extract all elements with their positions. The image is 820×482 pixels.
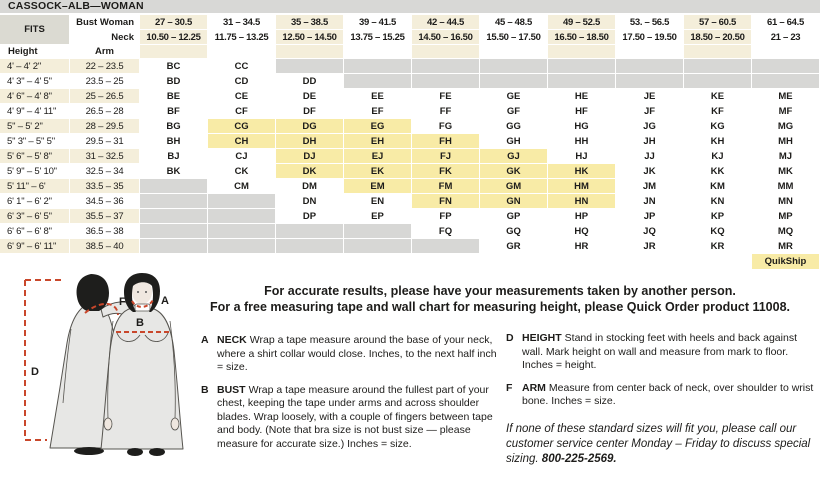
instruction-text: Stand in stocking feet with heels and back against wall. Mark height on wall and measure from mark to floor. Inches = height.: [522, 332, 797, 371]
size-code-cell: EG: [344, 119, 412, 134]
size-code-cell: DP: [276, 209, 344, 224]
instruction-term: BUST: [217, 383, 246, 396]
footer-spacer-cell: [344, 254, 412, 270]
arm-range-cell: 38.5 – 40: [70, 239, 140, 254]
size-code-cell: KQ: [684, 224, 752, 239]
size-code-cell: CJ: [208, 149, 276, 164]
neck-measure-label: A: [161, 295, 169, 307]
bust-range-header: 57 – 60.5: [684, 15, 752, 30]
header-spacer-cell: [412, 45, 480, 59]
no-size-cell: [412, 59, 480, 74]
neck-range-header: 18.50 – 20.50: [684, 30, 752, 45]
size-code-cell: KR: [684, 239, 752, 254]
size-code-cell: KH: [684, 134, 752, 149]
size-code-cell: DJ: [276, 149, 344, 164]
size-code-cell: EH: [344, 134, 412, 149]
size-code-cell: HN: [548, 194, 616, 209]
size-code-cell: DG: [276, 119, 344, 134]
instruction-letter: A: [201, 334, 209, 346]
size-code-cell: FE: [412, 89, 480, 104]
arm-range-cell: 36.5 – 38: [70, 224, 140, 239]
footer-spacer-cell: [140, 254, 208, 270]
size-code-cell: EE: [344, 89, 412, 104]
arm-range-cell: 25 – 26.5: [70, 89, 140, 104]
special-sizing-note: [506, 422, 814, 467]
size-code-cell: JE: [616, 89, 684, 104]
size-code-cell: EK: [344, 164, 412, 179]
size-code-cell: GM: [480, 179, 548, 194]
header-spacer-cell: [276, 45, 344, 59]
height-range-cell: 4' 9" – 4' 11": [0, 104, 70, 119]
size-code-cell: CF: [208, 104, 276, 119]
size-code-cell: BK: [140, 164, 208, 179]
height-range-cell: 6' 9" – 6' 11": [0, 239, 70, 254]
footer-spacer-cell: [616, 254, 684, 270]
neck-range-header: 15.50 – 17.50: [480, 30, 548, 45]
footer-spacer-cell: [412, 254, 480, 270]
size-code-cell: KP: [684, 209, 752, 224]
instruction-term: NECK: [217, 334, 247, 346]
instruction-body: [522, 382, 814, 409]
size-code-cell: DH: [276, 134, 344, 149]
size-code-cell: BG: [140, 119, 208, 134]
arm-range-cell: 33.5 – 35: [70, 179, 140, 194]
size-code-cell: HK: [548, 164, 616, 179]
neck-range-header: 13.75 – 15.25: [344, 30, 412, 45]
header-spacer-cell: [616, 45, 684, 59]
phone-number: 800-225-2569.: [541, 452, 617, 465]
size-code-cell: HM: [548, 179, 616, 194]
measurement-figures: [5, 271, 200, 481]
size-code-cell: GE: [480, 89, 548, 104]
instruction-text: Wrap a tape measure around the base of your neck, where a shirt collar would close. Inches, to the next half inch = size.: [217, 334, 497, 373]
size-code-cell: KJ: [684, 149, 752, 164]
size-code-cell: GP: [480, 209, 548, 224]
no-size-cell: [140, 194, 208, 209]
no-size-cell: [276, 224, 344, 239]
height-range-cell: 5" 3" – 5" 5": [0, 134, 70, 149]
size-code-cell: HJ: [548, 149, 616, 164]
size-code-cell: HF: [548, 104, 616, 119]
size-code-cell: DD: [276, 74, 344, 89]
size-code-cell: JJ: [616, 149, 684, 164]
instruction-term: HEIGHT: [522, 332, 562, 344]
height-range-cell: 6' 6" – 6' 8": [0, 224, 70, 239]
size-code-cell: DN: [276, 194, 344, 209]
header-spacer-cell: [752, 45, 820, 59]
neck-range-header: 11.75 – 13.25: [208, 30, 276, 45]
no-size-cell: [208, 194, 276, 209]
instruction-term: ARM: [522, 381, 546, 394]
measuring-intro: [185, 283, 815, 315]
instruction-neck: [201, 334, 501, 375]
height-range-cell: 4' 3" – 4' 5": [0, 74, 70, 89]
intro-line-1: For accurate results, please have your measurements taken by another person.: [264, 284, 736, 298]
size-code-cell: GF: [480, 104, 548, 119]
size-code-cell: HQ: [548, 224, 616, 239]
chart-title: CASSOCK–ALB—WOMAN: [0, 0, 820, 13]
no-size-cell: [208, 224, 276, 239]
size-code-cell: JM: [616, 179, 684, 194]
instructions-right-column: [506, 332, 814, 467]
arm-range-cell: 23.5 – 25: [70, 74, 140, 89]
footer-spacer-cell: [70, 254, 140, 270]
arm-range-cell: 32.5 – 34: [70, 164, 140, 179]
size-code-cell: JN: [616, 194, 684, 209]
size-code-cell: HE: [548, 89, 616, 104]
no-size-cell: [208, 209, 276, 224]
no-size-cell: [344, 59, 412, 74]
size-code-cell: CC: [208, 59, 276, 74]
no-size-cell: [140, 209, 208, 224]
size-code-cell: KK: [684, 164, 752, 179]
no-size-cell: [480, 59, 548, 74]
header-spacer-cell: [344, 45, 412, 59]
height-range-cell: 5' 9" – 5' 10": [0, 164, 70, 179]
instruction-body: [217, 334, 501, 375]
no-size-cell: [684, 59, 752, 74]
intro-line-2: For a free measuring tape and wall chart for measuring height, please Quick Order product 11008.: [209, 300, 791, 314]
size-code-cell: MH: [752, 134, 820, 149]
neck-range-header: 21 – 23: [752, 30, 820, 45]
back-figure-hair: [77, 274, 109, 311]
size-code-cell: BJ: [140, 149, 208, 164]
size-code-cell: GJ: [480, 149, 548, 164]
header-spacer-cell: [208, 45, 276, 59]
no-size-cell: [480, 74, 548, 89]
size-code-cell: GG: [480, 119, 548, 134]
header-spacer-cell: [548, 45, 616, 59]
bust-measure-label: B: [136, 317, 144, 329]
height-col-header: Height: [0, 45, 70, 59]
no-size-cell: [412, 239, 480, 254]
no-size-cell: [344, 224, 412, 239]
bust-range-header: 31 – 34.5: [208, 15, 276, 30]
size-code-cell: FH: [412, 134, 480, 149]
size-code-cell: JG: [616, 119, 684, 134]
size-code-cell: BC: [140, 59, 208, 74]
size-code-cell: MK: [752, 164, 820, 179]
size-code-cell: CE: [208, 89, 276, 104]
no-size-cell: [140, 239, 208, 254]
header-spacer-cell: [140, 45, 208, 59]
no-size-cell: [344, 74, 412, 89]
bust-range-header: 49 – 52.5: [548, 15, 616, 30]
size-code-cell: FQ: [412, 224, 480, 239]
neck-range-header: 10.50 – 12.25: [140, 30, 208, 45]
no-size-cell: [616, 74, 684, 89]
fits-label: FITS: [0, 15, 70, 45]
size-code-cell: DM: [276, 179, 344, 194]
instruction-letter: D: [506, 332, 514, 344]
size-code-cell: EP: [344, 209, 412, 224]
neck-range-header: 14.50 – 16.50: [412, 30, 480, 45]
no-size-cell: [548, 59, 616, 74]
size-code-cell: JH: [616, 134, 684, 149]
size-code-cell: JK: [616, 164, 684, 179]
footer-spacer-cell: [208, 254, 276, 270]
quikship-badge: QuikShip: [752, 254, 820, 270]
size-code-cell: GR: [480, 239, 548, 254]
size-code-cell: HH: [548, 134, 616, 149]
instruction-letter: F: [506, 381, 513, 394]
bust-range-header: 39 – 41.5: [344, 15, 412, 30]
size-code-cell: JQ: [616, 224, 684, 239]
height-range-cell: 5" – 5' 2": [0, 119, 70, 134]
size-code-cell: FN: [412, 194, 480, 209]
size-code-cell: FK: [412, 164, 480, 179]
instruction-body: [522, 332, 814, 373]
size-code-cell: DF: [276, 104, 344, 119]
size-code-cell: KF: [684, 104, 752, 119]
size-code-cell: FP: [412, 209, 480, 224]
bust-range-header: 42 – 44.5: [412, 15, 480, 30]
size-code-cell: GN: [480, 194, 548, 209]
height-range-cell: 4' – 4' 2": [0, 59, 70, 74]
size-code-cell: CH: [208, 134, 276, 149]
size-code-cell: FJ: [412, 149, 480, 164]
footer-spacer-cell: [684, 254, 752, 270]
instruction-body: [217, 384, 501, 452]
header-spacer-cell: [684, 45, 752, 59]
arm-range-cell: 28 – 29.5: [70, 119, 140, 134]
size-code-cell: CD: [208, 74, 276, 89]
size-table: [0, 15, 820, 270]
arm-col-header: Arm: [70, 45, 140, 59]
instruction-bust: [201, 384, 501, 452]
no-size-cell: [276, 239, 344, 254]
bust-range-header: 45 – 48.5: [480, 15, 548, 30]
size-code-cell: CM: [208, 179, 276, 194]
size-code-cell: ME: [752, 89, 820, 104]
size-code-cell: HG: [548, 119, 616, 134]
no-size-cell: [684, 74, 752, 89]
neck-row-label: Neck: [70, 30, 140, 45]
size-code-cell: GQ: [480, 224, 548, 239]
instructions-left-column: [201, 334, 501, 460]
size-code-cell: MN: [752, 194, 820, 209]
no-size-cell: [140, 224, 208, 239]
size-code-cell: GK: [480, 164, 548, 179]
bust-range-header: 61 – 64.5: [752, 15, 820, 30]
size-code-cell: BH: [140, 134, 208, 149]
height-measure-label: D: [31, 366, 39, 378]
footer-spacer-cell: [0, 254, 70, 270]
size-code-cell: KE: [684, 89, 752, 104]
size-code-cell: EM: [344, 179, 412, 194]
size-code-cell: MR: [752, 239, 820, 254]
size-code-cell: MM: [752, 179, 820, 194]
arm-range-cell: 35.5 – 37: [70, 209, 140, 224]
no-size-cell: [412, 74, 480, 89]
arm-range-cell: 31 – 32.5: [70, 149, 140, 164]
neck-range-header: 12.50 – 14.50: [276, 30, 344, 45]
no-size-cell: [344, 239, 412, 254]
size-code-cell: JR: [616, 239, 684, 254]
size-code-cell: FG: [412, 119, 480, 134]
no-size-cell: [548, 74, 616, 89]
size-code-cell: BF: [140, 104, 208, 119]
arm-range-cell: 34.5 – 36: [70, 194, 140, 209]
arm-range-cell: 29.5 – 31: [70, 134, 140, 149]
height-range-cell: 5' 11" – 6': [0, 179, 70, 194]
footer-spacer-cell: [480, 254, 548, 270]
no-size-cell: [752, 74, 820, 89]
size-code-cell: MG: [752, 119, 820, 134]
size-code-cell: DE: [276, 89, 344, 104]
size-code-cell: BE: [140, 89, 208, 104]
neck-range-header: 16.50 – 18.50: [548, 30, 616, 45]
arm-range-cell: 26.5 – 28: [70, 104, 140, 119]
no-size-cell: [208, 239, 276, 254]
instruction-text: Wrap a tape measure around the fullest part of your chest, keeping the tape under arms and across shoulder blades. Wrap loosely, with a couple of fingers between tape and body. (Note that bra size is not bust size — please measure for accurate size.) Inches = size.: [217, 383, 493, 450]
size-code-cell: KM: [684, 179, 752, 194]
size-code-cell: MJ: [752, 149, 820, 164]
bust-range-header: 27 – 30.5: [140, 15, 208, 30]
arm-measure-label: F: [119, 296, 126, 308]
instruction-arm: [506, 382, 814, 409]
instruction-text: Measure from center back of neck, over shoulder to wrist bone. Inches = size.: [522, 381, 814, 407]
size-code-cell: MF: [752, 104, 820, 119]
bust-range-header: 53. – 56.5: [616, 15, 684, 30]
bust-row-label: Bust Woman: [70, 15, 140, 30]
size-code-cell: EN: [344, 194, 412, 209]
header-spacer-cell: [480, 45, 548, 59]
size-code-cell: DK: [276, 164, 344, 179]
no-size-cell: [616, 59, 684, 74]
note-text: If none of these standard sizes will fit you, please call our customer service center Monday – Friday to discuss special sizing.: [506, 422, 811, 465]
no-size-cell: [752, 59, 820, 74]
size-code-cell: EF: [344, 104, 412, 119]
size-code-cell: BD: [140, 74, 208, 89]
size-code-cell: HP: [548, 209, 616, 224]
footer-spacer-cell: [548, 254, 616, 270]
instruction-height: [506, 332, 814, 373]
height-range-cell: 4' 6" – 4' 8": [0, 89, 70, 104]
size-code-cell: FF: [412, 104, 480, 119]
height-range-cell: 5' 6" – 5' 8": [0, 149, 70, 164]
size-code-cell: FM: [412, 179, 480, 194]
no-size-cell: [140, 179, 208, 194]
size-code-cell: MQ: [752, 224, 820, 239]
height-range-cell: 6' 3" – 6' 5": [0, 209, 70, 224]
size-code-cell: EJ: [344, 149, 412, 164]
size-code-cell: GH: [480, 134, 548, 149]
no-size-cell: [276, 59, 344, 74]
height-range-cell: 6' 1" – 6' 2": [0, 194, 70, 209]
size-code-cell: HR: [548, 239, 616, 254]
instruction-letter: B: [201, 383, 209, 396]
arm-range-cell: 22 – 23.5: [70, 59, 140, 74]
size-code-cell: CK: [208, 164, 276, 179]
front-view-figure: [101, 273, 183, 456]
size-code-cell: JP: [616, 209, 684, 224]
footer-spacer-cell: [276, 254, 344, 270]
size-code-cell: MP: [752, 209, 820, 224]
size-code-cell: CG: [208, 119, 276, 134]
size-code-cell: KN: [684, 194, 752, 209]
bust-range-header: 35 – 38.5: [276, 15, 344, 30]
size-code-cell: JF: [616, 104, 684, 119]
neck-range-header: 17.50 – 19.50: [616, 30, 684, 45]
size-code-cell: KG: [684, 119, 752, 134]
